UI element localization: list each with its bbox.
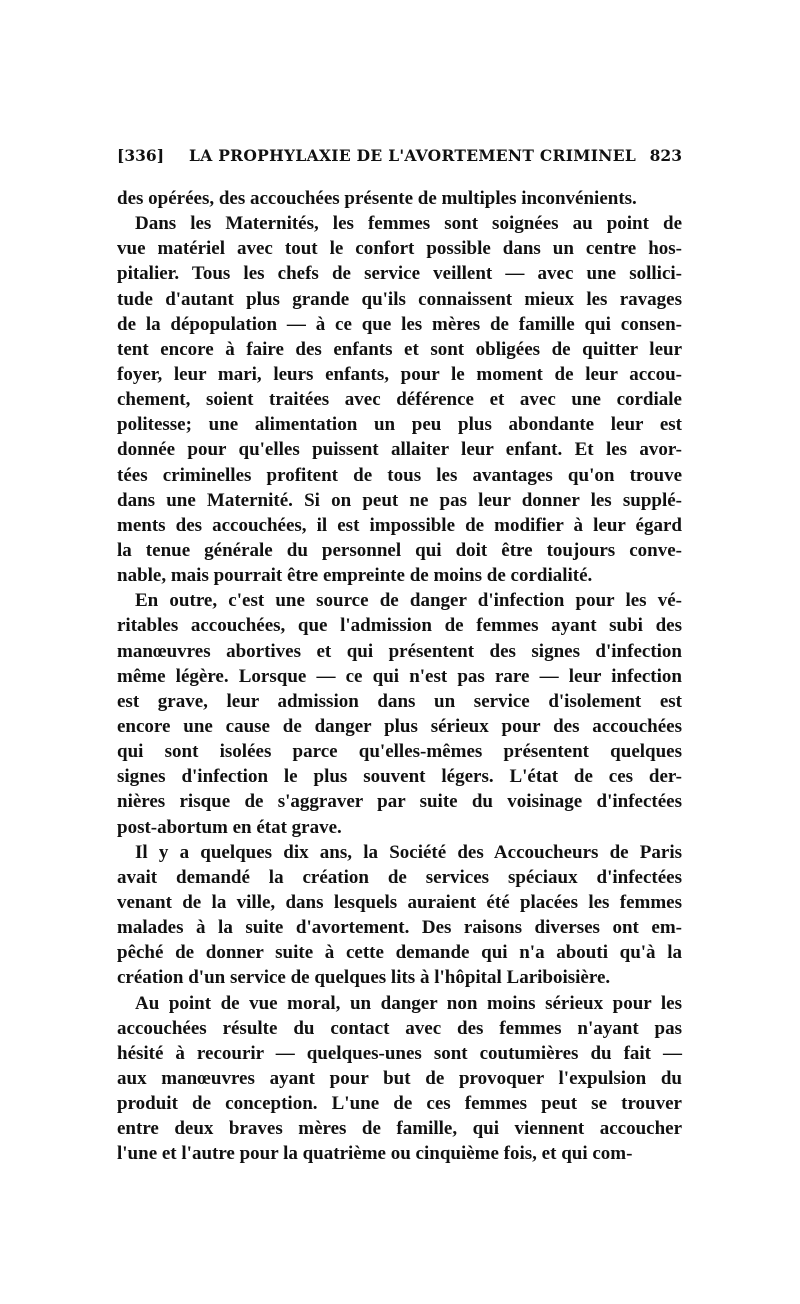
paragraph xyxy=(117,991,682,1167)
text-line: foyer, leur mari, leurs enfants, pour le moment de leur accou- xyxy=(117,363,682,385)
text-line: pitalier. Tous les chefs de service veillent — avec une sollici- xyxy=(117,263,682,285)
text-line: entre deux braves mères de famille, qui viennent accoucher xyxy=(117,1118,682,1140)
text-line: politesse; une alimentation un peu plus abondante leur est xyxy=(117,414,682,436)
text-line: post-abortum en état grave. xyxy=(117,816,342,838)
text-line: produit de conception. L'une de ces femmes peut se trouver xyxy=(117,1093,682,1115)
paragraph xyxy=(117,588,682,839)
text-line: Dans les Maternités, les femmes sont soignées au point de xyxy=(135,213,682,235)
text-line: de la dépopulation — à ce que les mères de famille qui consen- xyxy=(117,313,682,335)
paragraph xyxy=(117,840,682,991)
text-line: tées criminelles profitent de tous les avantages qu'on trouve xyxy=(117,464,682,486)
text-line: est grave, leur admission dans un service d'isolement est xyxy=(117,690,682,712)
text-line: nable, mais pourrait être empreinte de moins de cordialité. xyxy=(117,565,593,587)
running-header xyxy=(117,146,682,170)
text-line: chement, soient traitées avec déférence et avec une cordiale xyxy=(117,389,682,411)
text-line: Il y a quelques dix ans, la Société des Accoucheurs de Paris xyxy=(135,841,682,863)
text-line: Au point de vue moral, un danger non moins sérieux pour les xyxy=(135,992,682,1014)
text-line: la tenue générale du personnel qui doit être toujours conve- xyxy=(117,539,682,561)
text-line: qui sont isolées parce qu'elles-mêmes présentent quelques xyxy=(117,741,682,763)
paragraph xyxy=(117,186,682,211)
text-line: En outre, c'est une source de danger d'infection pour les vé- xyxy=(135,590,682,612)
text-line: l'une et l'autre pour la quatrième ou cinquième fois, et qui com- xyxy=(117,1143,633,1165)
text-line: création d'un service de quelques lits à l'hôpital Lariboisière. xyxy=(117,967,611,989)
text-line: aux manœuvres ayant pour but de provoquer l'expulsion du xyxy=(117,1067,682,1089)
text-line: même légère. Lorsque — ce qui n'est pas rare — leur infection xyxy=(117,665,682,687)
page-number: 823 xyxy=(649,146,682,165)
text-line: venant de la ville, dans lesquels auraient été placées les femmes xyxy=(117,891,682,913)
text-line: tude d'autant plus grande qu'ils connaissent mieux les ravages xyxy=(117,288,682,310)
section-number: [336] xyxy=(117,146,165,165)
text-line: manœuvres abortives et qui présentent des signes d'infection xyxy=(117,640,682,662)
text-line: pêché de donner suite à cette demande qui n'a abouti qu'à la xyxy=(117,942,682,964)
text-line: nières risque de s'aggraver par suite du voisinage d'infectées xyxy=(117,791,682,813)
text-line: des opérées, des accouchées présente de multiples inconvénients. xyxy=(117,188,637,209)
text-line: ments des accouchées, il est impossible de modifier à leur égard xyxy=(117,514,682,536)
paragraph xyxy=(117,211,682,588)
text-line: donnée pour qu'elles puissent allaiter leur enfant. Et les avor- xyxy=(117,439,682,461)
text-line: hésité à recourir — quelques-unes sont coutumières du fait — xyxy=(117,1042,682,1064)
text-line: malades à la suite d'avortement. Des raisons diverses ont em- xyxy=(117,917,682,939)
text-line: signes d'infection le plus souvent légers. L'état de ces der- xyxy=(117,766,682,788)
text-line: dans une Maternité. Si on peut ne pas leur donner les supplé- xyxy=(117,489,682,511)
body-text xyxy=(117,186,682,1166)
text-line: vue matériel avec tout le confort possible dans un centre hos- xyxy=(117,238,682,260)
text-line: avait demandé la création de services spéciaux d'infectées xyxy=(117,866,682,888)
text-line: accouchées résulte du contact avec des femmes n'ayant pas xyxy=(117,1017,682,1039)
text-line: tent encore à faire des enfants et sont obligées de quitter leur xyxy=(117,338,682,360)
running-title: LA PROPHYLAXIE DE L'AVORTEMENT CRIMINEL xyxy=(189,146,637,165)
text-line: encore une cause de danger plus sérieux pour des accouchées xyxy=(117,715,682,737)
text-line: ritables accouchées, que l'admission de femmes ayant subi des xyxy=(117,615,682,637)
